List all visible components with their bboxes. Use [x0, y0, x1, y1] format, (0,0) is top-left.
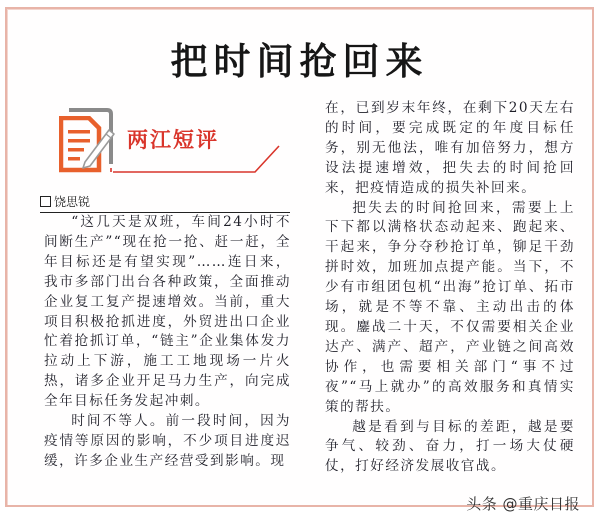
column-logo [47, 106, 287, 178]
paragraph: “这几天是双班，车间24小时不间断生产”“现在抢一抢、赶一赶，全年目标还是有望实现”……连日来，我市多部门出台各种政策，全面推动企业复工复产提速增效。当前，重大项目积极抢抓进度，外贸进出口企业忙着抢抓订单，“链主”企业集体发力拉动上下游，施工工地现场一片火热，诸多企业开足马力生产，向完成全年目标任务发起冲刺。 [44, 214, 291, 410]
newspaper-clipping [5, 7, 594, 507]
article-title: 把时间抢回来 [170, 40, 429, 83]
paragraph-continued: 在，已到岁末年终，在剩下20天左右的时间，要完成既定的年度目标任务，别无他法，唯有加倍努力，想方设法提速增效，把失去的时间抢回来，把疫情造成的损失补回来。 [325, 100, 575, 196]
author-name: 饶思锐 [54, 195, 91, 209]
column-name: 两江短评 [127, 128, 219, 152]
source-watermark: 头条 @重庆日报 [466, 495, 580, 513]
left-text-column [44, 213, 291, 472]
paragraph: 越是看到与目标的差距，越是要争气、较劲、奋力，打一场大仗硬仗，打好经济发展收官战。 [325, 418, 575, 475]
paragraph: 时间不等人。前一段时间，因为疫情等原因的影响，不少项目进度迟缓，许多企业生产经营受到影响。现 [44, 413, 291, 469]
paragraph: 把失去的时间抢回来，需要上上下下都以满格状态动起来、跑起来、干起来，争分夺秒抢订单，铆足干劲拼时效，加班加点提产能。当下，不少有市组团包机“出海”抢订单、拓市场，就是不等不靠、主动出击的体现。鏖战二十天，不仅需要相关企业达产、满产、超产，产业链之间高效协作，也需要相关部门“事不过夜”“马上就办”的高效服务和真情实策的帮扶。 [325, 199, 575, 415]
right-text-column [325, 99, 575, 477]
document-pen-icon [59, 116, 119, 176]
byline-box-icon [40, 196, 51, 207]
byline [40, 193, 290, 213]
